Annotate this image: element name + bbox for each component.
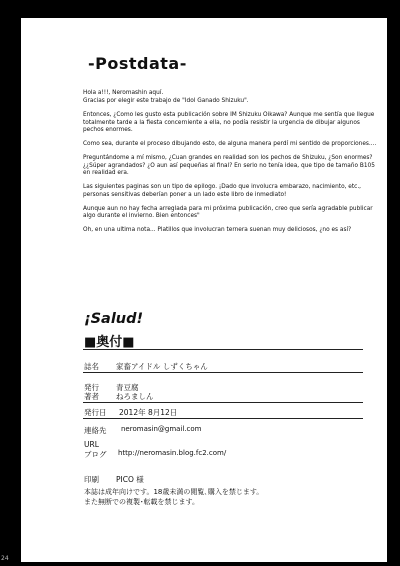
- page-sheet: [21, 18, 387, 562]
- colophon-rule-top: [83, 349, 363, 350]
- colophon-rule-name: [83, 372, 363, 373]
- paragraph-final-note: Oh, en una ultima nota... Platillos que involucran ternera suenan muy deliciosos, ¿no es así?: [83, 227, 352, 233]
- age-notice: [84, 487, 263, 507]
- paragraph-epilogue-warning: Las siguientes paginas son un tipo de epilogo. ¡Dado que involucra embarazo, nacimiento, etc., personas sensitivas deberían poner a un lado este libro de inmediato!: [83, 184, 362, 198]
- paragraph-publication: Entonces, ¿Como les gusto esta publicación sobre IM Shizuku Oikawa? Aunque me sentía que llegue totalmente tarde a la fiesta concerniente a ella, no podía resistir la urgencia de dibujar algunos pechos enormes.: [83, 112, 375, 133]
- colophon-publisher-value: 青豆腐: [116, 383, 139, 392]
- paragraph-proportions: Como sea, durante el proceso dibujando esto, de alguna manera perdí mi sentido de proporciones....: [83, 141, 377, 147]
- colophon-contact-label: 連絡先: [84, 426, 107, 435]
- postdata-heading: -Postdata-: [88, 54, 187, 73]
- colophon-author-value: ねろましん: [116, 392, 154, 401]
- paragraph-next-publication: Aunque aun no hay fecha arreglada para mi próxima publicación, creo que sería agradable publicar algo durante el invierno. Bien entonces": [83, 205, 373, 219]
- paragraph-size-question: Preguntándome a mí mismo, ¿Cuan grandes en realidad son los pechos de Shizuku, ¿Son enormes? ¿¿Súper agrandados? ¿O aun así pequeñas al final? En serio no tenía idea, que tipo de tamaño B105 en realidad era.: [83, 155, 375, 176]
- colophon-author-label: 著者: [84, 392, 99, 401]
- paragraph-greeting: Hola a!!!, Neromashin aquí.: [83, 90, 164, 96]
- colophon-printer-label: 印刷: [84, 475, 99, 484]
- closing-salud: ¡Salud!: [84, 311, 144, 327]
- age-notice-line: 本誌は成年向けです。18歳未満の閲覧､購入を禁じます。: [84, 488, 264, 496]
- colophon-title: ■奥付■: [84, 335, 135, 350]
- colophon-blog-label: ブログ: [84, 450, 107, 459]
- page-number: 24: [1, 555, 9, 562]
- colophon-url-label: URL: [84, 440, 99, 449]
- colophon-date-value: 2012年 8月12日: [119, 408, 178, 417]
- colophon-name-value: 家畜アイドル しずくちゃん: [116, 362, 208, 371]
- postdata-body: [83, 90, 377, 241]
- copy-notice-line: また無断での複製･転載を禁じます。: [84, 498, 199, 506]
- colophon-name-label: 誌名: [84, 362, 99, 371]
- colophon-printer-value: PICO 様: [116, 475, 144, 484]
- colophon-blog-value: http://neromasin.blog.fc2.com/: [118, 449, 227, 457]
- colophon-contact-value: neromasin@gmail.com: [121, 425, 202, 433]
- colophon-publisher-label: 発行: [84, 383, 99, 392]
- paragraph-thanks: Gracias por elegir este trabajo de "Idol Ganado Shizuku".: [83, 98, 249, 104]
- colophon-rule-date: [83, 418, 363, 419]
- colophon-rule-author: [83, 402, 363, 403]
- colophon-date-label: 発行日: [84, 408, 107, 417]
